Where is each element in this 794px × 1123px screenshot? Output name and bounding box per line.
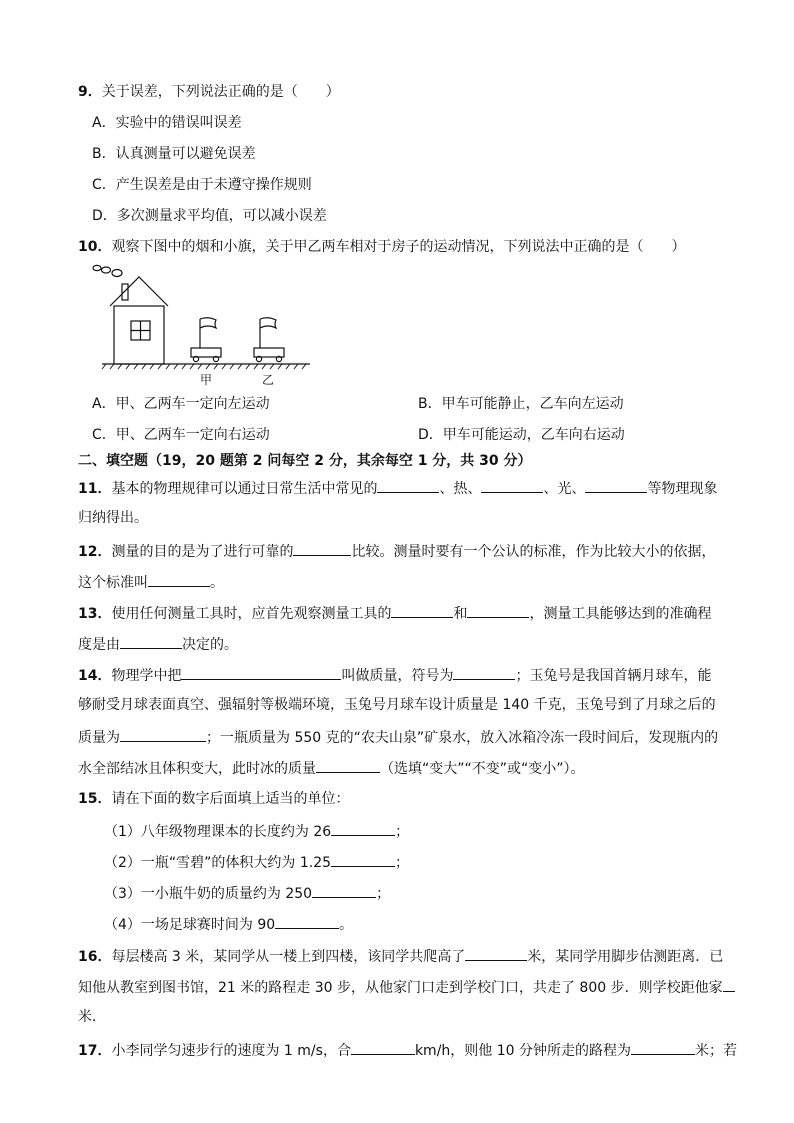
question-text: 、光、 [543, 481, 586, 497]
question-text: ，测量工具能够达到的准确程 [529, 606, 712, 622]
question-text: 每层楼高 3 米，某同学从一楼上到四楼，该同学共爬高了 [111, 949, 466, 965]
question-number: 12． [78, 544, 112, 560]
question-number: 14． [78, 668, 112, 684]
cart-yi [254, 348, 284, 357]
question-11-line-1 [78, 478, 717, 498]
answer-blank[interactable] [453, 665, 515, 680]
answer-blank[interactable] [467, 603, 529, 618]
question-text: （3）一小瓶牛奶的质量约为 250 [104, 886, 313, 902]
section-heading: 二、填空题（19，20 题第 2 问每空 2 分，其余每空 1 分，共 30 分） [78, 453, 532, 469]
question-number: 13． [78, 606, 112, 622]
question-text: （2）一瓶“雪碧”的体积大约为 1.25 [104, 855, 332, 871]
question-14-line-1 [78, 665, 711, 685]
question-text: 小李同学匀速步行的速度为 1 m/s，合 [111, 1043, 351, 1059]
question-number: 9． [78, 84, 102, 100]
question-number: 10． [78, 239, 112, 255]
question-number: 17． [78, 1043, 112, 1059]
answer-blank[interactable] [275, 914, 339, 929]
label-jia: 甲 [200, 373, 213, 387]
question-text: ； [395, 824, 410, 840]
q9-option-c: C．产生误差是由于未遵守操作规则 [92, 177, 312, 193]
q15-item-1 [104, 821, 409, 841]
q15-item-2 [104, 852, 409, 872]
question-16-line-1 [78, 946, 723, 966]
answer-blank[interactable] [465, 946, 527, 961]
chimney [122, 284, 128, 300]
question-number: 11． [78, 481, 112, 497]
question-text: （选填“变大”“不变”或“变小”）。 [380, 761, 585, 777]
question-10-stem [78, 238, 685, 256]
label-yi: 乙 [262, 373, 275, 387]
question-text: 米，某同学用脚步估测距离．已 [527, 949, 724, 965]
answer-blank[interactable] [377, 478, 439, 493]
question-number: 16． [78, 949, 112, 965]
answer-blank[interactable] [331, 852, 395, 867]
question-text: 物理学中把 [111, 668, 182, 684]
answer-blank[interactable] [723, 977, 735, 992]
question-text: ； [376, 886, 391, 902]
question-text: km/h，则他 10 分钟所走的路程为 [414, 1043, 632, 1059]
answer-blank[interactable] [481, 478, 543, 493]
question-14-line-2: 够耐受月球表面真空、强辐射等极端环境，玉兔号月球车设计质量是 140 千克，玉兔号到了月球之后的 [78, 697, 716, 713]
question-17-line-1 [78, 1040, 737, 1060]
answer-blank[interactable] [585, 478, 647, 493]
question-13-line-1 [78, 603, 711, 623]
q10-option-b: B．甲车可能静止，乙车向左运动 [418, 396, 624, 412]
question-text: 决定的。 [182, 637, 238, 653]
question-text: 测量的目的是为了进行可靠的 [111, 544, 294, 560]
question-13-line-2 [78, 634, 238, 654]
question-text: 水全部结冰且体积变大，此时冰的质量 [78, 761, 316, 777]
question-text: 等物理现象 [647, 481, 718, 497]
question-text: 使用任何测量工具时，应首先观察测量工具的 [111, 606, 392, 622]
q10-option-d: D．甲车可能运动，乙车向右运动 [418, 427, 625, 443]
question-text: 比较。测量时要有一个公认的标准，作为比较大小的依据， [351, 544, 716, 560]
answer-blank[interactable] [631, 1040, 695, 1055]
q10-option-a: A．甲、乙两车一定向左运动 [92, 396, 270, 412]
question-text: 。 [339, 917, 354, 933]
flag-jia [200, 318, 216, 328]
answer-blank[interactable] [316, 758, 380, 773]
question-14-line-4 [78, 758, 585, 778]
question-15-stem [78, 790, 349, 808]
question-text: 观察下图中的烟和小旗，关于甲乙两车相对于房子的运动情况，下列说法中正确的是（ ） [111, 239, 686, 255]
question-16-line-2 [78, 977, 735, 997]
question-11-line-2: 归纳得出。 [78, 510, 148, 526]
answer-blank[interactable] [391, 603, 453, 618]
house-and-carts-figure [88, 260, 318, 390]
question-text: 知他从教室到图书馆，21 米的路程走 30 步，从他家门口走到学校门口，共走了 800 步．则学校距他家 [78, 980, 723, 996]
question-text: 叫做质量，符号为 [341, 668, 454, 684]
q15-item-3 [104, 883, 390, 903]
smoke-puff [93, 265, 101, 270]
house-roof [110, 277, 168, 306]
question-text: 。 [210, 575, 224, 591]
answer-blank[interactable] [293, 541, 351, 556]
question-text: 、热、 [439, 481, 482, 497]
question-text: ；一瓶质量为 550 克的“农夫山泉”矿泉水，放入冰箱冷冻一段时间后，发现瓶内的 [206, 730, 719, 746]
answer-blank[interactable] [331, 821, 395, 836]
smoke-puff [112, 270, 122, 277]
q10-option-c: C．甲、乙两车一定向右运动 [92, 427, 270, 443]
question-text: （1）八年级物理课本的长度约为 26 [104, 824, 332, 840]
smoke-puff [102, 267, 111, 273]
question-text: （4）一场足球赛时间为 90 [104, 917, 276, 933]
question-text: 质量为 [78, 730, 120, 746]
question-16-line-3: 米． [78, 1009, 106, 1025]
answer-blank[interactable] [120, 634, 182, 649]
question-text: 请在下面的数字后面填上适当的单位： [111, 791, 350, 807]
question-9-stem [78, 83, 340, 101]
question-text: 米；若 [695, 1043, 738, 1059]
question-text: ； [395, 855, 410, 871]
answer-blank[interactable] [148, 572, 210, 587]
q9-option-a: A．实验中的错误叫误差 [92, 115, 242, 131]
question-text: ；玉兔号是我国首辆月球车，能 [515, 668, 712, 684]
question-text: 关于误差，下列说法正确的是（ ） [101, 84, 340, 100]
question-text: 基本的物理规律可以通过日常生活中常见的 [111, 481, 378, 497]
q9-option-d: D．多次测量求平均值，可以减小误差 [92, 208, 327, 224]
answer-blank[interactable] [351, 1040, 415, 1055]
house-body [114, 306, 164, 364]
question-text: 这个标准叫 [78, 575, 148, 591]
question-12-line-2 [78, 572, 224, 592]
question-14-line-3 [78, 727, 718, 747]
flag-yi [260, 318, 276, 328]
question-text: 度是由 [78, 637, 120, 653]
q15-item-4 [104, 914, 353, 934]
cart-jia [191, 348, 221, 357]
answer-blank[interactable] [312, 883, 376, 898]
answer-blank[interactable] [181, 665, 341, 680]
question-12-line-1 [78, 541, 715, 561]
answer-blank[interactable] [120, 727, 206, 742]
question-text: 和 [453, 606, 468, 622]
q9-option-b: B．认真测量可以避免误差 [92, 146, 256, 162]
question-number: 15． [78, 791, 112, 807]
